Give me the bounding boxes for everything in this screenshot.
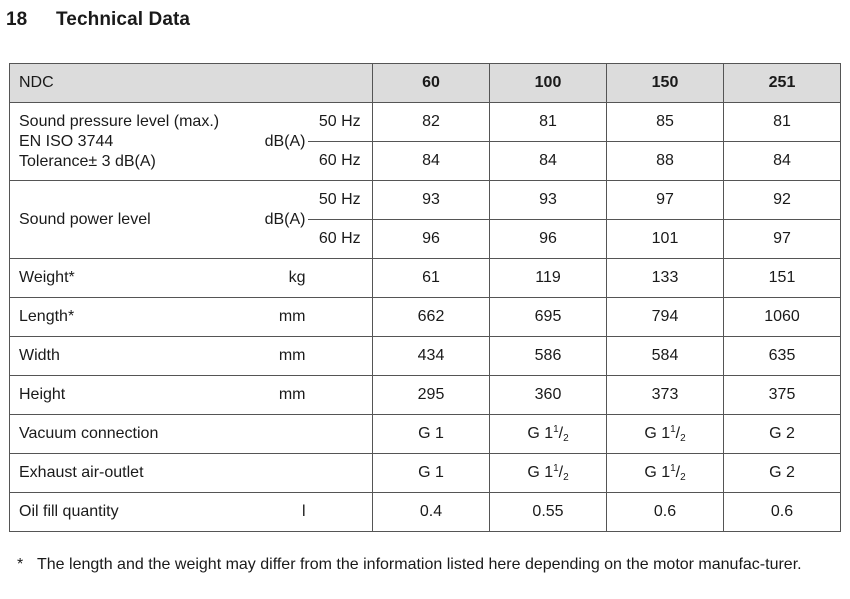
value-cell: 635 — [724, 337, 841, 376]
thread-cell: G $1^1/_2$ — [607, 454, 724, 493]
footnote-marker: * — [17, 556, 24, 573]
value-cell: 96 — [490, 220, 607, 259]
footnote — [17, 554, 842, 575]
thread-size: G 1 — [644, 425, 671, 442]
header-model: 251 — [724, 64, 841, 103]
value-cell: 81 — [724, 103, 841, 142]
frequency-cell: 60 Hz — [308, 142, 373, 181]
value-cell: 88 — [607, 142, 724, 181]
table-row — [10, 415, 841, 454]
value-cell: 0.6 — [607, 493, 724, 532]
value-cell: 1060 — [724, 298, 841, 337]
label-line: EN ISO 3744 — [19, 132, 114, 150]
thread-size: G 1 — [418, 425, 444, 442]
section-title: Technical Data — [56, 9, 191, 30]
label-line: Tolerance± 3 dB(A) — [19, 152, 156, 170]
value-cell: 97 — [607, 181, 724, 220]
row-label: Height — [10, 376, 246, 415]
sound-pressure-label — [10, 103, 246, 181]
value-cell: 93 — [490, 181, 607, 220]
value-cell: 84 — [490, 142, 607, 181]
thread-cell: G $1^1/_2$ — [607, 415, 724, 454]
table-row — [10, 103, 841, 142]
empty-cell — [308, 454, 373, 493]
table-row — [10, 454, 841, 493]
thread-size: G 2 — [769, 425, 795, 442]
thread-cell — [373, 454, 490, 493]
table-row — [10, 376, 841, 415]
value-cell: 375 — [724, 376, 841, 415]
fraction-denominator: 2 — [680, 433, 686, 444]
thread-size: G 1 — [418, 464, 444, 481]
value-cell: 0.55 — [490, 493, 607, 532]
unit-cell: mm — [246, 298, 308, 337]
value-cell: 81 — [490, 103, 607, 142]
header-model: 60 — [373, 64, 490, 103]
value-cell: 82 — [373, 103, 490, 142]
table-row — [10, 181, 841, 220]
empty-cell — [308, 259, 373, 298]
sound-power-label: Sound power level — [10, 181, 246, 259]
thread-size: G 1 — [527, 464, 554, 481]
value-cell: 96 — [373, 220, 490, 259]
header-model: 150 — [607, 64, 724, 103]
thread-cell — [724, 454, 841, 493]
frequency-cell: 50 Hz — [308, 181, 373, 220]
value-cell: 695 — [490, 298, 607, 337]
table-row — [10, 337, 841, 376]
value-cell: 0.4 — [373, 493, 490, 532]
row-label: Vacuum connection — [10, 415, 246, 454]
value-cell: 794 — [607, 298, 724, 337]
value-cell: 662 — [373, 298, 490, 337]
table-header-row — [10, 64, 841, 103]
value-cell: 133 — [607, 259, 724, 298]
value-cell: 119 — [490, 259, 607, 298]
frequency-cell: 50 Hz — [308, 103, 373, 142]
empty-cell — [308, 493, 373, 532]
table-row — [10, 259, 841, 298]
row-label: Length* — [10, 298, 246, 337]
section-number: 18 — [6, 9, 28, 30]
empty-cell — [308, 337, 373, 376]
thread-cell — [724, 415, 841, 454]
thread-size: G 1 — [527, 425, 554, 442]
frequency-cell: 60 Hz — [308, 220, 373, 259]
header-series-name: NDC — [10, 64, 373, 103]
value-cell: 584 — [607, 337, 724, 376]
thread-cell — [373, 415, 490, 454]
thread-cell: G $1^1/_2$ — [490, 454, 607, 493]
unit-cell: dB(A) — [246, 181, 308, 259]
header-model: 100 — [490, 64, 607, 103]
fraction-denominator: 2 — [563, 472, 569, 483]
value-cell: 101 — [607, 220, 724, 259]
value-cell: 84 — [724, 142, 841, 181]
value-cell: 586 — [490, 337, 607, 376]
row-label: Exhaust air-outlet — [10, 454, 246, 493]
label-line: Sound pressure level (max.) — [19, 112, 220, 130]
value-cell: 85 — [607, 103, 724, 142]
empty-cell — [308, 376, 373, 415]
value-cell: 97 — [724, 220, 841, 259]
empty-cell — [308, 298, 373, 337]
empty-cell — [308, 415, 373, 454]
value-cell: 84 — [373, 142, 490, 181]
fraction-numerator: 1 — [670, 424, 676, 435]
unit-cell: dB(A) — [246, 103, 308, 181]
row-label: Oil fill quantity — [10, 493, 246, 532]
thread-size: G 1 — [644, 464, 671, 481]
unit-cell — [246, 454, 308, 493]
fraction-denominator: 2 — [563, 433, 569, 444]
fraction-denominator: 2 — [680, 472, 686, 483]
technical-data-table — [9, 63, 841, 532]
value-cell: 295 — [373, 376, 490, 415]
value-cell: 151 — [724, 259, 841, 298]
value-cell: 0.6 — [724, 493, 841, 532]
value-cell: 360 — [490, 376, 607, 415]
value-cell: 61 — [373, 259, 490, 298]
row-label: Width — [10, 337, 246, 376]
value-cell: 434 — [373, 337, 490, 376]
fraction-numerator: 1 — [553, 424, 559, 435]
unit-cell: mm — [246, 337, 308, 376]
unit-cell — [246, 415, 308, 454]
row-label: Weight* — [10, 259, 246, 298]
value-cell: 373 — [607, 376, 724, 415]
unit-cell: mm — [246, 376, 308, 415]
thread-size: G 2 — [769, 464, 795, 481]
unit-cell: kg — [246, 259, 308, 298]
fraction-numerator: 1 — [553, 463, 559, 474]
thread-cell: G $1^1/_2$ — [490, 415, 607, 454]
value-cell: 93 — [373, 181, 490, 220]
table-row — [10, 493, 841, 532]
fraction-numerator: 1 — [670, 463, 676, 474]
section-heading — [6, 9, 190, 31]
footnote-text: The length and the weight may differ from the information listed here depending on the motor manufac-turer. — [37, 556, 802, 573]
unit-cell: l — [246, 493, 308, 532]
value-cell: 92 — [724, 181, 841, 220]
table-row — [10, 298, 841, 337]
